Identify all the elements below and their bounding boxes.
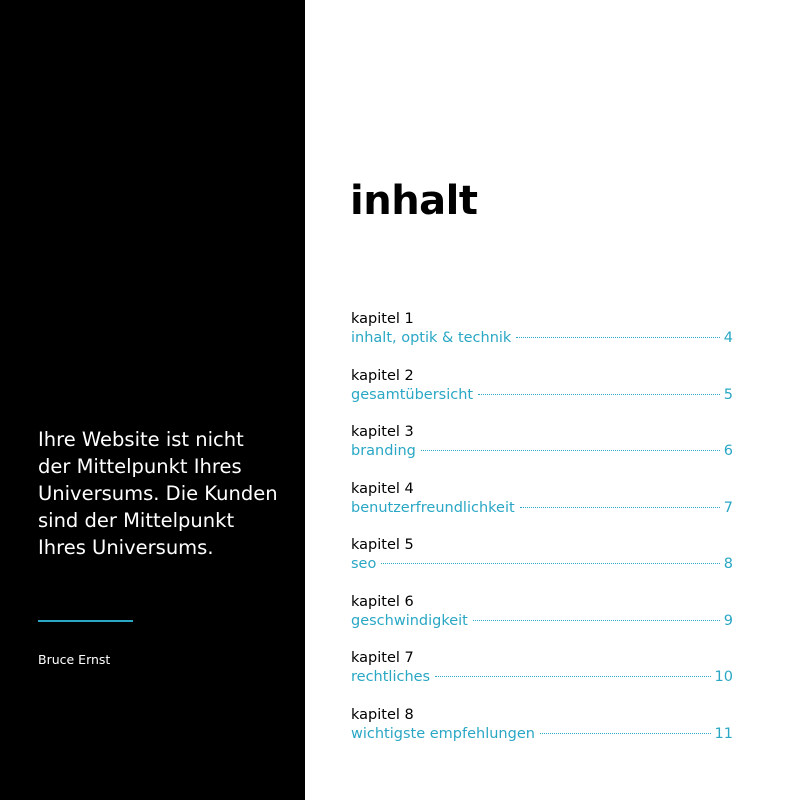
chapter-label: kapitel 8 bbox=[351, 706, 414, 723]
toc-page-number: 8 bbox=[723, 556, 733, 572]
dot-leader bbox=[540, 733, 711, 734]
toc-link[interactable] bbox=[351, 329, 733, 348]
quote-divider bbox=[38, 620, 133, 622]
toc-page-number: 5 bbox=[723, 386, 733, 403]
dot-leader bbox=[421, 450, 720, 451]
dot-leader bbox=[381, 563, 719, 564]
quote-panel bbox=[0, 0, 305, 800]
dot-leader bbox=[516, 337, 719, 338]
toc-entry bbox=[351, 423, 733, 480]
toc-page-number: 10 bbox=[714, 669, 733, 685]
dot-leader bbox=[478, 394, 720, 395]
toc-title: geschwindigkeit bbox=[351, 612, 468, 629]
toc-title: branding bbox=[351, 443, 416, 459]
toc-title: rechtliches bbox=[351, 669, 431, 685]
toc-entry bbox=[351, 593, 733, 650]
toc-entry bbox=[351, 480, 733, 537]
toc-entry bbox=[351, 536, 733, 593]
chapter-label: kapitel 1 bbox=[351, 311, 414, 327]
toc-page-number: 6 bbox=[723, 443, 733, 459]
dot-leader bbox=[473, 620, 720, 621]
toc-entry bbox=[351, 706, 733, 763]
table-of-contents bbox=[351, 310, 733, 762]
chapter-label: kapitel 2 bbox=[351, 367, 414, 384]
quote-text: Ihre Website ist nicht der Mittelpunkt Ihres Universums. Die Kunden sind der Mittelpunkt Ihres Universums. bbox=[38, 428, 278, 559]
toc-title: gesamtübersicht bbox=[351, 386, 474, 403]
toc-page-number: 9 bbox=[723, 612, 733, 629]
toc-link[interactable] bbox=[351, 725, 733, 744]
toc-link[interactable] bbox=[351, 668, 733, 687]
chapter-label: kapitel 6 bbox=[351, 593, 414, 610]
dot-leader bbox=[435, 676, 710, 677]
chapter-label: kapitel 5 bbox=[351, 537, 414, 553]
toc-link[interactable] bbox=[351, 555, 733, 574]
chapter-label: kapitel 4 bbox=[351, 480, 414, 497]
toc-link[interactable] bbox=[351, 386, 733, 405]
page-title: inhalt bbox=[350, 178, 478, 224]
toc-title: inhalt, optik & technik bbox=[351, 330, 512, 346]
toc-entry bbox=[351, 367, 733, 424]
toc-page-number: 7 bbox=[723, 499, 733, 516]
toc-title: wichtigste empfehlungen bbox=[351, 725, 535, 742]
toc-link[interactable] bbox=[351, 612, 733, 631]
dot-leader bbox=[520, 507, 720, 508]
toc-title: seo bbox=[351, 556, 377, 572]
toc-entry bbox=[351, 649, 733, 706]
quote-author: Bruce Ernst bbox=[38, 652, 111, 667]
toc-link[interactable] bbox=[351, 442, 733, 461]
chapter-label: kapitel 3 bbox=[351, 424, 414, 440]
chapter-label: kapitel 7 bbox=[351, 650, 414, 666]
toc-link[interactable] bbox=[351, 499, 733, 518]
toc-entry bbox=[351, 310, 733, 367]
toc-title: benutzerfreundlichkeit bbox=[351, 499, 515, 516]
toc-page-number: 11 bbox=[714, 725, 733, 742]
toc-page-number: 4 bbox=[723, 330, 733, 346]
